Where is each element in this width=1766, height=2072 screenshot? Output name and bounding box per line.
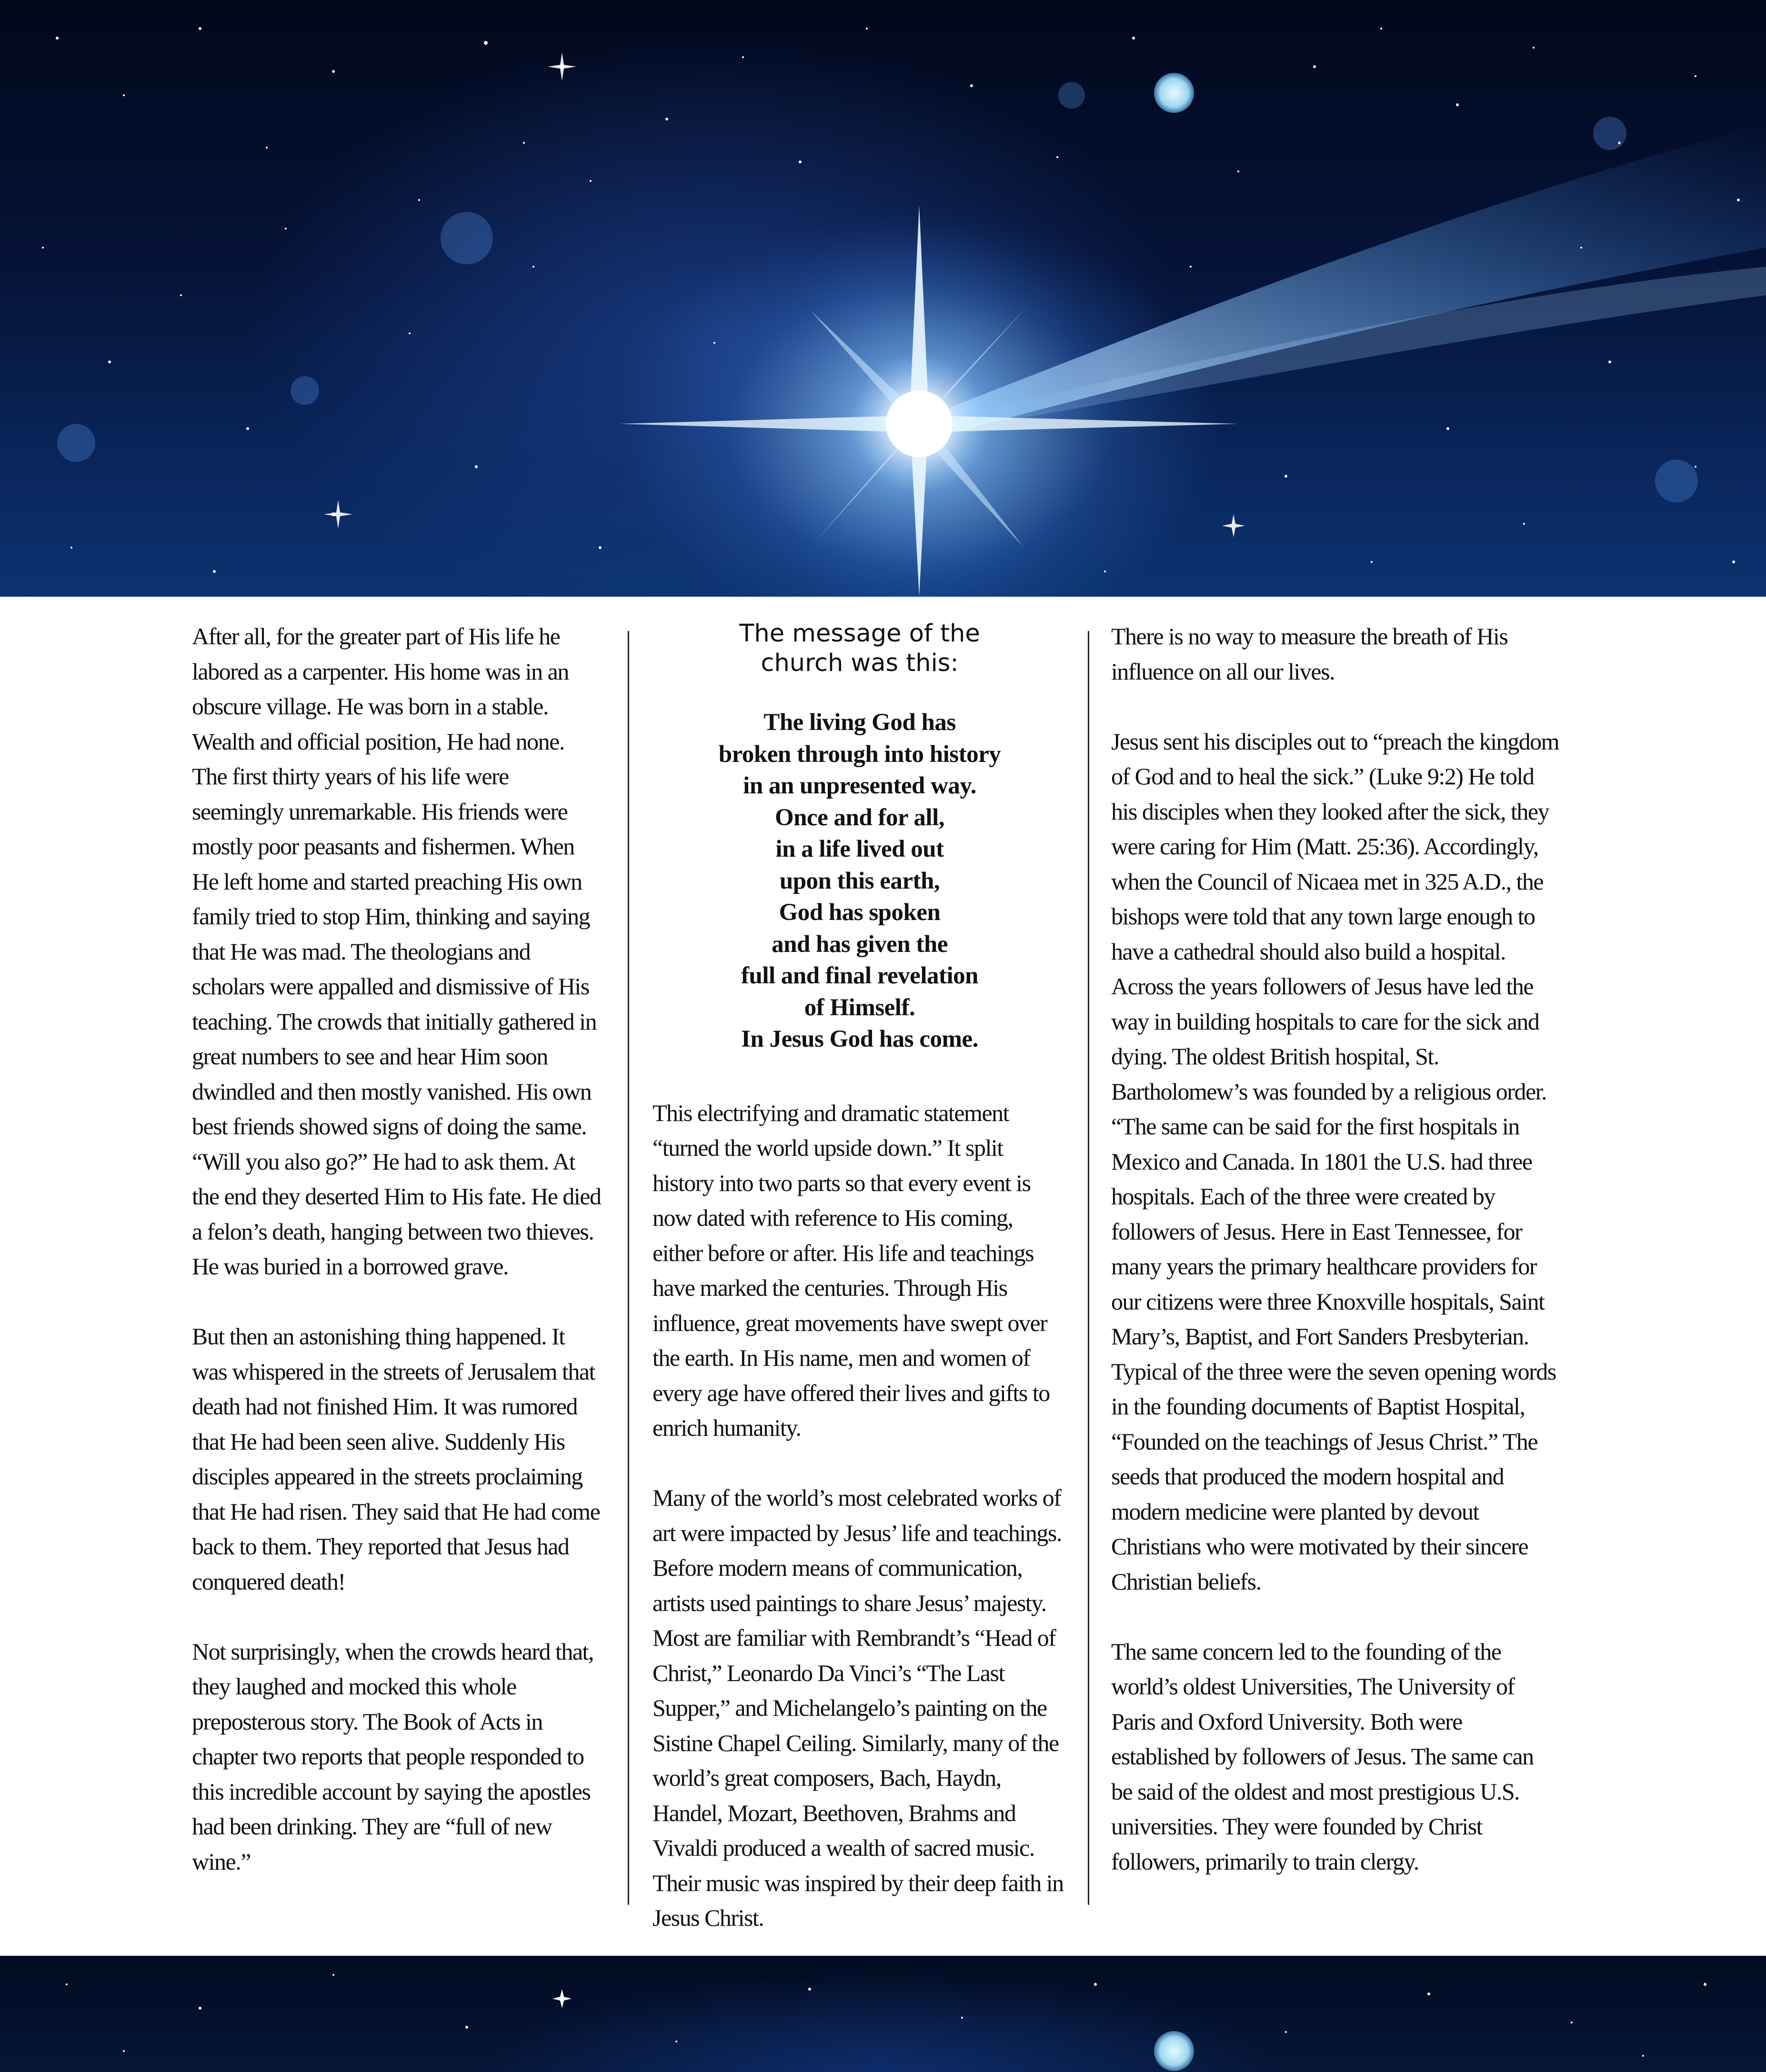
- left-paragraph-2: But then an astonishing thing happened. It was whispered in the streets of Jerusalem that death had not finished Him. It was rumored that He had been seen alive. Suddenly His disciples appeared in the streets proclaiming that He had risen. They said that He had come back to them. They reported that Jesus had conquered death!: [192, 1323, 600, 1595]
- quote-line: upon this earth,: [779, 867, 940, 894]
- quote-line: in an unpresented way.: [743, 772, 976, 799]
- left-paragraph-1: After all, for the greater part of His life he labored as a carpenter. His home was in an obscure village. He was born in a stable. Wealth and official position, He had none. The first thirty years of his life were seemingly unremarkable. His friends were mostly poor peasants and fishermen. When He left home and started preaching His own family tried to stop Him, thinking and saying that He was mad. The theologians and scholars were appalled and dismissive of His teaching. The crowds that initially gathered in great numbers to see and hear Him soon dwindled and then mostly vanished. His own best friends showed signs of doing the same. “Will you also go?” He had to ask them. At the end they deserted Him to His fate. He died a felon’s death, hanging between two thieves. He was buried in a borrowed grave.: [192, 623, 601, 1280]
- quote-line: Once and for all,: [774, 804, 945, 831]
- message-heading-line: The message of the: [739, 620, 980, 648]
- message-heading-line: church was this:: [761, 649, 959, 677]
- left-column: [192, 619, 602, 1879]
- quote-line: and has given the: [772, 931, 948, 958]
- middle-paragraph-1: This electrifying and dramatic statement “turned the world upside down.” It split history into two parts so that every event is now dated with reference to His coming, either before or after. His life and teachings have marked the centuries. Through His influence, great movements have swept over the earth. In His name, men and women of every age have offered their lives and gifts to enrich humanity.: [652, 1099, 1050, 1441]
- quote-line: In Jesus God has come.: [741, 1026, 978, 1052]
- column-divider-right: [1088, 631, 1089, 1905]
- quote-line: of Himself.: [804, 994, 915, 1021]
- message-heading: [652, 619, 1067, 678]
- left-paragraph-3: Not surprisingly, when the crowds heard that, they laughed and mocked this whole preposterous story. The Book of Acts in chapter two reports that people responded to this incredible account by saying the apostles had been drinking. They are “full of new wine.”: [192, 1638, 593, 1875]
- quote-line: broken through into history: [718, 741, 1001, 768]
- right-paragraph-1: There is no way to measure the breath of His influence on all our lives.: [1111, 623, 1508, 685]
- starfield-banner-bottom: [0, 1956, 1766, 2072]
- column-divider-left: [628, 631, 629, 1905]
- starfield-image: [0, 0, 1766, 597]
- middle-column: [652, 619, 1067, 1936]
- quote-line: full and final revelation: [741, 962, 979, 989]
- starfield-image-bottom: [0, 1956, 1766, 2072]
- right-paragraph-3: The same concern led to the founding of the world’s oldest Universities, The University of Paris and Oxford University. Both were established by followers of Jesus. The same can be said of the oldest and most prestigious U.S. universities. They were founded by Christ followers, primarily to train clergy.: [1111, 1638, 1534, 1875]
- message-quote: [652, 707, 1067, 1055]
- starfield-banner-top: [0, 0, 1766, 597]
- quote-line: in a life lived out: [775, 836, 944, 862]
- quote-line: God has spoken: [779, 899, 941, 926]
- quote-line: The living God has: [763, 709, 956, 736]
- middle-paragraph-2: Many of the world’s most celebrated works of art were impacted by Jesus’ life and teachings. Before modern means of communication, artists used paintings to share Jesus’ majesty. Most are familiar with Rembrandt’s “Head of Christ,” Leonardo Da Vinci’s “The Last Supper,” and Michelangelo’s painting on the Sistine Chapel Ceiling. Similarly, many of the world’s great composers, Bach, Haydn, Handel, Mozart, Beethoven, Brahms and Vivaldi produced a wealth of sacred music. Their music was inspired by their deep faith in Jesus Christ.: [652, 1484, 1064, 1931]
- right-column: [1111, 619, 1559, 1879]
- right-paragraph-2: Jesus sent his disciples out to “preach the kingdom of God and to heal the sick.” (Luke 9:2) He told his disciples when they looked after the sick, they were caring for Him (Matt. 25:36). Accordingly, when the Council of Nicaea met in 325 A.D., the bishops were told that any town large enough to have a cathedral should also build a hospital. Across the years followers of Jesus have led the way in building hospitals to care for the sick and dying. The oldest British hospital, St. Bartholomew’s was founded by a religious order. “The same can be said for the first hospitals in Mexico and Canada. In 1801 the U.S. had three hospitals. Each of the three were created by followers of Jesus. Here in East Tennessee, for many years the primary healthcare providers for our citizens were three Knoxville hospitals, Saint Mary’s, Baptist, and Fort Sanders Presbyterian. Typical of the three were the seven opening words in the founding documents of Baptist Hospital, “Founded on the teachings of Jesus Christ.” The seeds that produced the modern hospital and modern medicine were planted by devout Christians who were motivated by their sincere Christian beliefs.: [1111, 728, 1559, 1595]
